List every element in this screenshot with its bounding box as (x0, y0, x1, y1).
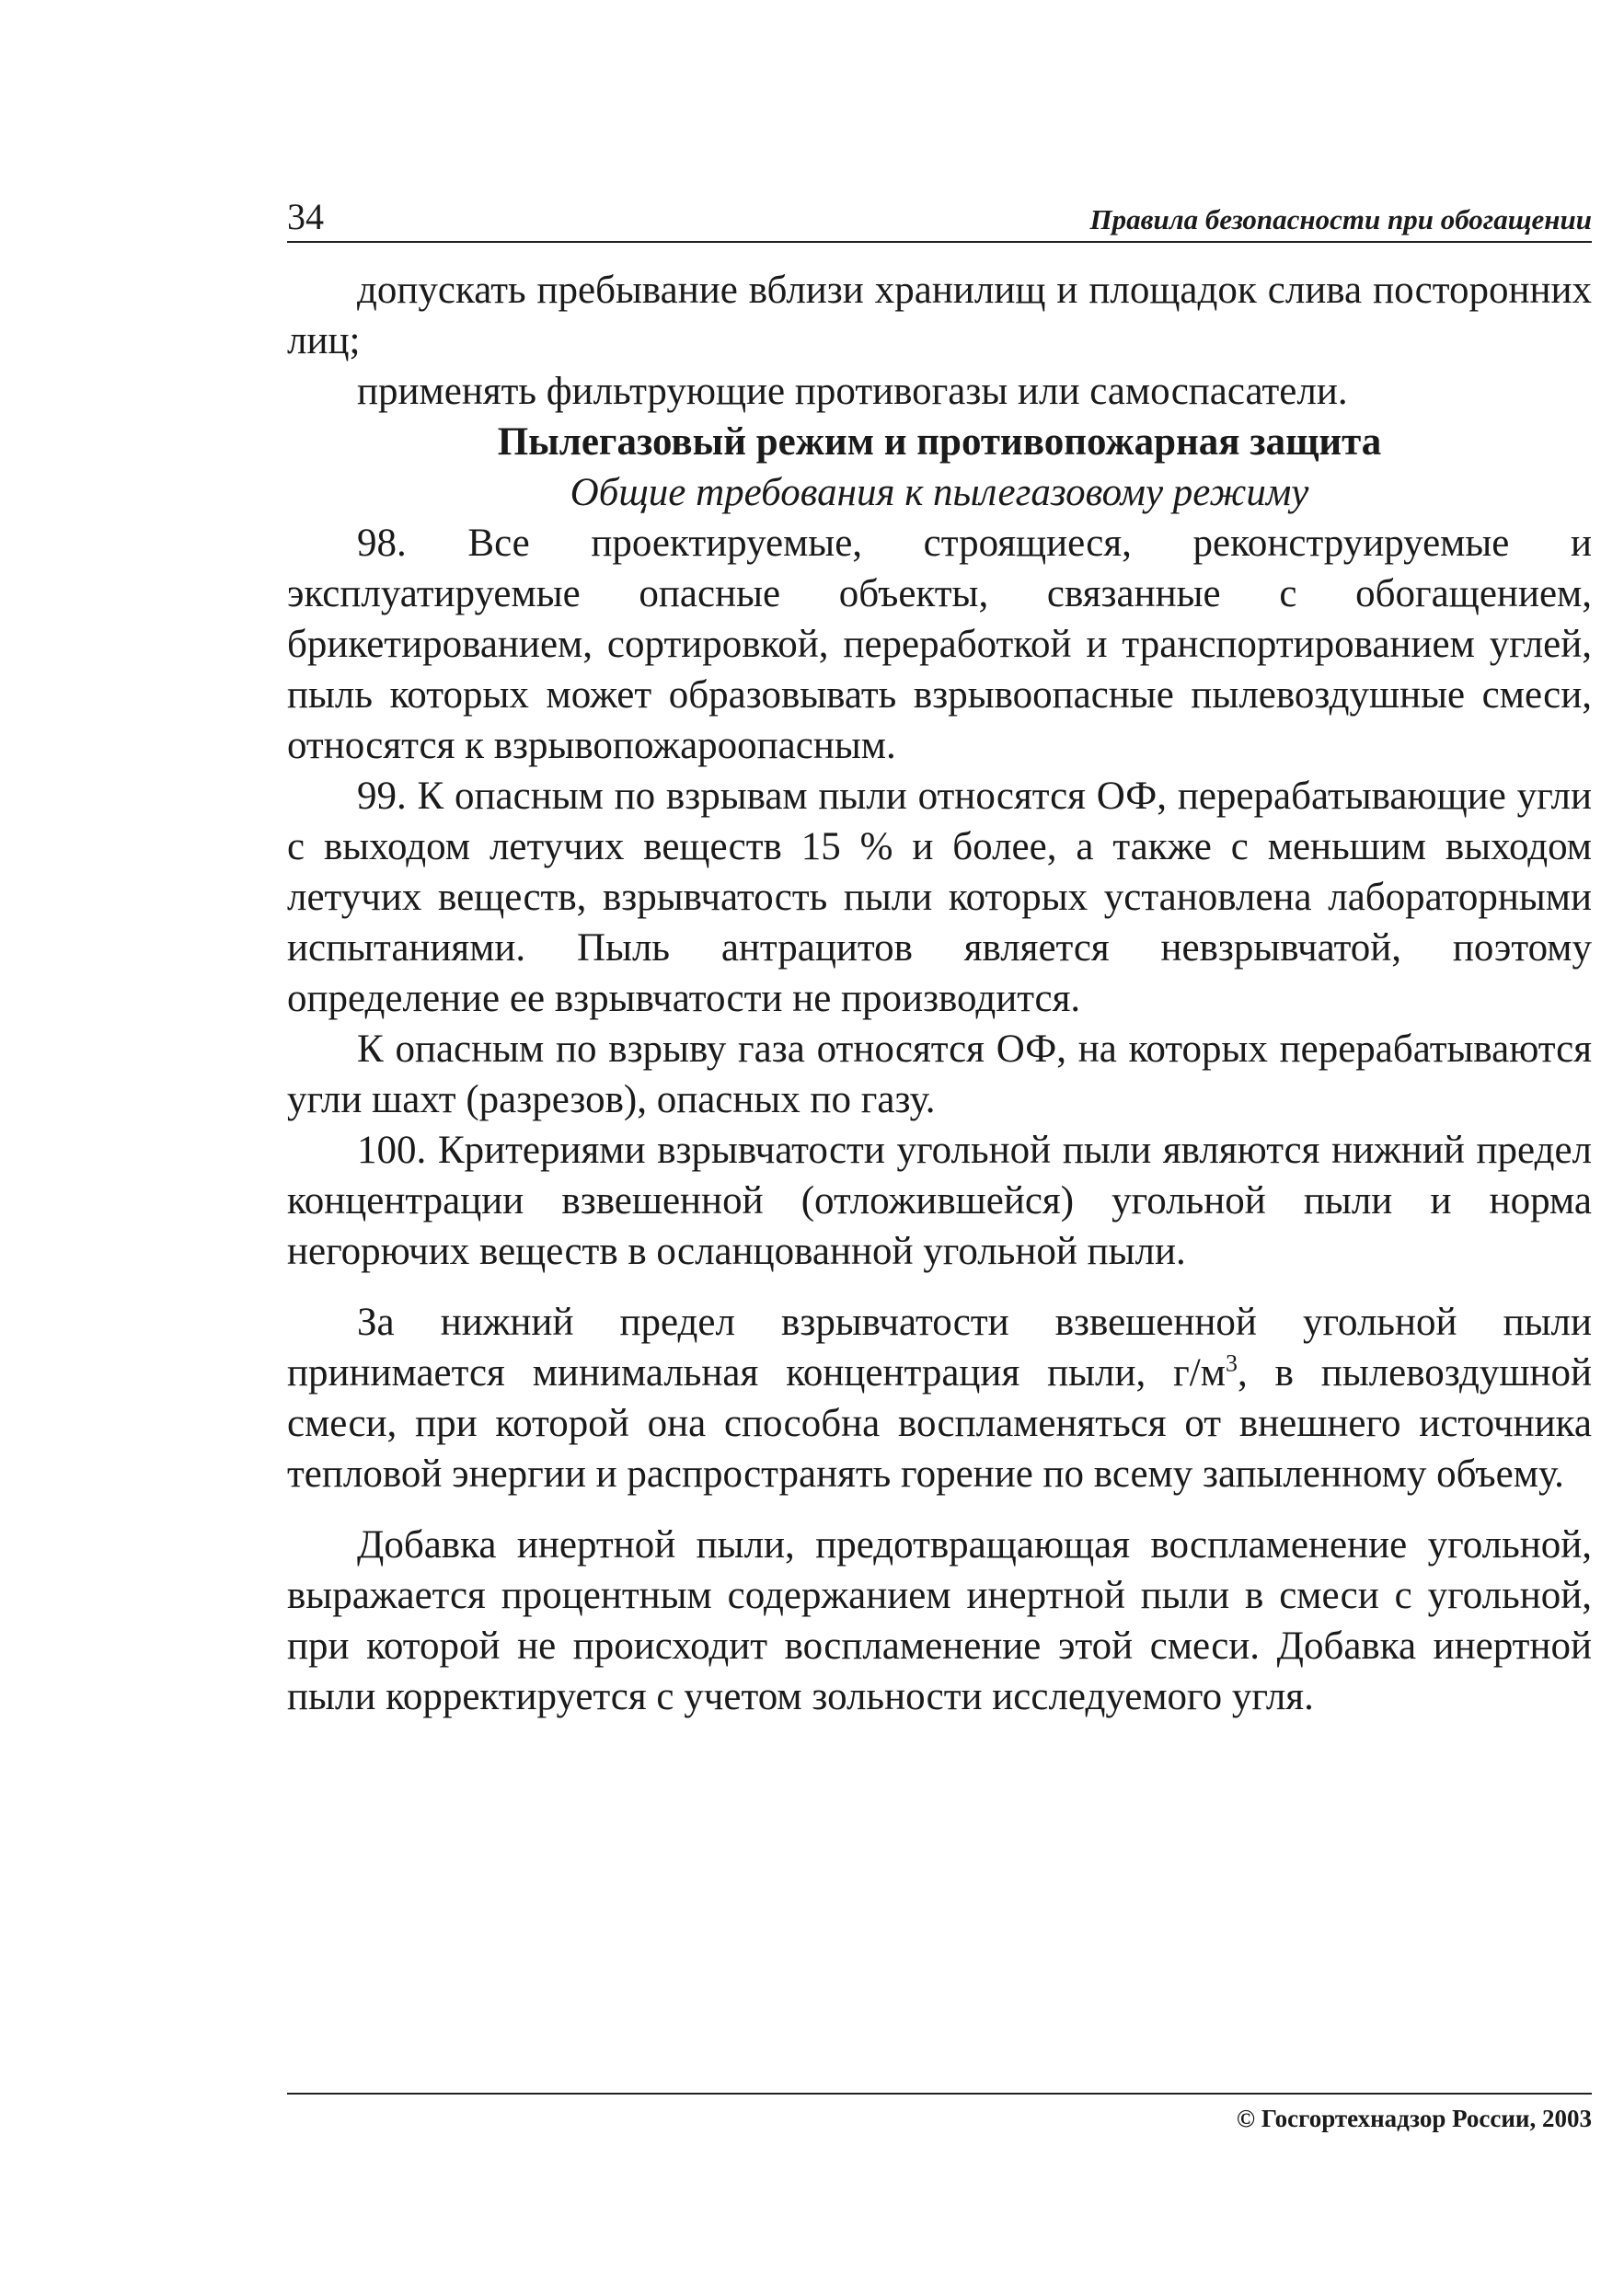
list-item-1: допускать пребывание вблизи хранилищ и площадок слива посторонних лиц; (287, 269, 1592, 362)
paragraph-100: 100. Критериями взрывчатости угольной пыли являются нижний предел концентрации взвешенной (отложившейся) угольной пыли и норма негорючих веществ в осланцованной угольной пыли. (287, 1129, 1592, 1273)
paragraph-lower-limit (287, 1297, 1592, 1499)
paragraph-inert-dust: Добавка инертной пыли, предотвращающая воспламенение угольной, выражается процентным содержанием инертной пыли в смеси с угольной, при которой не происходит воспламенение этой смеси. Добавка инертной пыли корректируется с учетом зольности исследуемого угля. (287, 1523, 1592, 1718)
page-number: 34 (287, 196, 324, 237)
paragraph-98: 98. Все проектируемые, строящиеся, реконструируемые и эксплуатируемые опасные объекты, связанные с обогащением, брикетированием, сортировкой, переработкой и транспортированием углей, пыль которых может образовывать взрывоопасные пылевоздушные смеси, относятся к взрывопожароопасным. (287, 522, 1592, 767)
cubic-superscript: 3 (1225, 1349, 1238, 1377)
subsection-title: Общие требования к пылегазовому режиму (570, 471, 1309, 514)
paragraph-gas: К опасным по взрыву газа относятся ОФ, на которых перерабатываются угли шахт (разрезов), опасных по газу. (287, 1027, 1592, 1121)
paragraph-lower-limit-start: За нижний предел взрывчатости взвешенной угольной пыли принимается минимальная концентрация пыли, г/м (287, 1301, 1592, 1395)
body-text (287, 265, 1592, 1722)
paragraph-lower-limit-end: , в пылевоздушной смеси, при которой она способна воспламеняться от внешнего источника тепловой энергии и распространять горение по всему запыленному объему. (287, 1351, 1592, 1496)
running-title: Правила безопасности при обогащении (1089, 203, 1592, 235)
copyright: © Госгортехнадзор России, 2003 (1236, 2105, 1592, 2132)
footer-divider (287, 2093, 1592, 2095)
section-title: Пылегазовый режим и противопожарная защита (497, 420, 1382, 464)
list-item-2: применять фильтрующие противогазы или самоспасатели. (357, 370, 1348, 413)
paragraph-99: 99. К опасным по взрывам пыли относятся ОФ, перерабатывающие угли с выходом летучих веществ 15 % и более, а также с меньшим выходом летучих веществ, взрывчатость пыли которых установлена лабораторными испытаниями. Пыль антрацитов является невзрывчатой, поэтому определение ее взрывчатости не производится. (287, 775, 1592, 1020)
page-header (287, 195, 1592, 243)
